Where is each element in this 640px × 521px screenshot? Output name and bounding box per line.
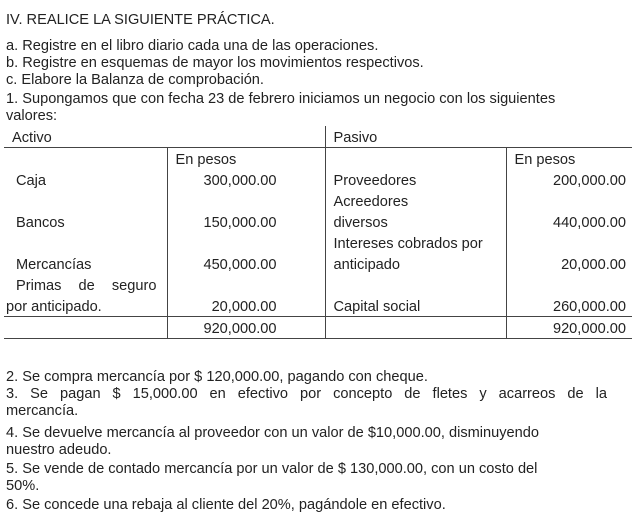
balance-header-row	[4, 126, 632, 148]
operation-3: 3. Se pagan $ 15,000.00 en efectivo por concepto de fletes y acarreos de la	[6, 386, 607, 402]
table-row	[4, 295, 632, 317]
totals-row	[4, 317, 632, 339]
currency-row	[4, 148, 632, 170]
liability-name: Intereses cobrados por	[325, 232, 506, 253]
pasivo-header: Pasivo	[325, 126, 506, 148]
liability-name: Acreedores	[325, 190, 506, 211]
asset-currency-header: En pesos	[167, 148, 325, 170]
asset-amount: 300,000.00	[167, 169, 325, 190]
asset-amount: 150,000.00	[167, 211, 325, 232]
balance-table	[4, 126, 632, 339]
liability-currency-header: En pesos	[506, 148, 632, 170]
liability-total: 920,000.00	[506, 317, 632, 339]
activo-header: Activo	[4, 126, 167, 148]
operation-4: 4. Se devuelve mercancía al proveedor con un valor de $10,000.00, disminuyendo	[6, 425, 540, 441]
practice-heading: IV. REALICE LA SIGUIENTE PRÁCTICA.	[6, 12, 275, 28]
liability-amount: 440,000.00	[506, 211, 632, 232]
liability-name: anticipado	[325, 253, 506, 274]
liability-name: Proveedores	[325, 169, 506, 190]
instruction-b: b. Registre en esquemas de mayor los movimientos respectivos.	[6, 55, 424, 71]
asset-name: Primas de seguro	[16, 278, 157, 294]
operation-3-cont: mercancía.	[6, 403, 79, 419]
asset-amount: 450,000.00	[167, 253, 325, 274]
operation-2: 2. Se compra mercancía por $ 120,000.00, pagando con cheque.	[6, 369, 428, 385]
table-row-part	[4, 190, 632, 211]
instruction-a: a. Registre en el libro diario cada una de las operaciones.	[6, 38, 379, 54]
operation-4-cont: nuestro adeudo.	[6, 442, 112, 458]
liability-amount: 260,000.00	[506, 295, 632, 317]
liability-amount: 200,000.00	[506, 169, 632, 190]
asset-amount: 20,000.00	[167, 295, 325, 317]
liability-name: diversos	[325, 211, 506, 232]
table-row-part	[4, 232, 632, 253]
intro-line-2: valores:	[6, 108, 58, 124]
asset-total: 920,000.00	[167, 317, 325, 339]
table-row	[4, 211, 632, 232]
liability-name: Capital social	[325, 295, 506, 317]
asset-name: por anticipado.	[4, 295, 167, 317]
asset-name: Mercancías	[16, 257, 92, 273]
table-row-part	[4, 274, 632, 295]
operation-5: 5. Se vende de contado mercancía por un valor de $ 130,000.00, con un costo del	[6, 461, 538, 477]
intro-line-1: 1. Supongamos que con fecha 23 de febrero iniciamos un negocio con los siguientes	[6, 91, 556, 107]
liability-amount: 20,000.00	[506, 253, 632, 274]
asset-name: Caja	[16, 173, 47, 189]
asset-name: Bancos	[16, 215, 65, 231]
operation-6: 6. Se concede una rebaja al cliente del 20%, pagándole en efectivo.	[6, 497, 446, 513]
table-row	[4, 253, 632, 274]
table-row	[4, 169, 632, 190]
instruction-c: c. Elabore la Balanza de comprobación.	[6, 72, 264, 88]
operation-5-cont: 50%.	[6, 478, 40, 494]
